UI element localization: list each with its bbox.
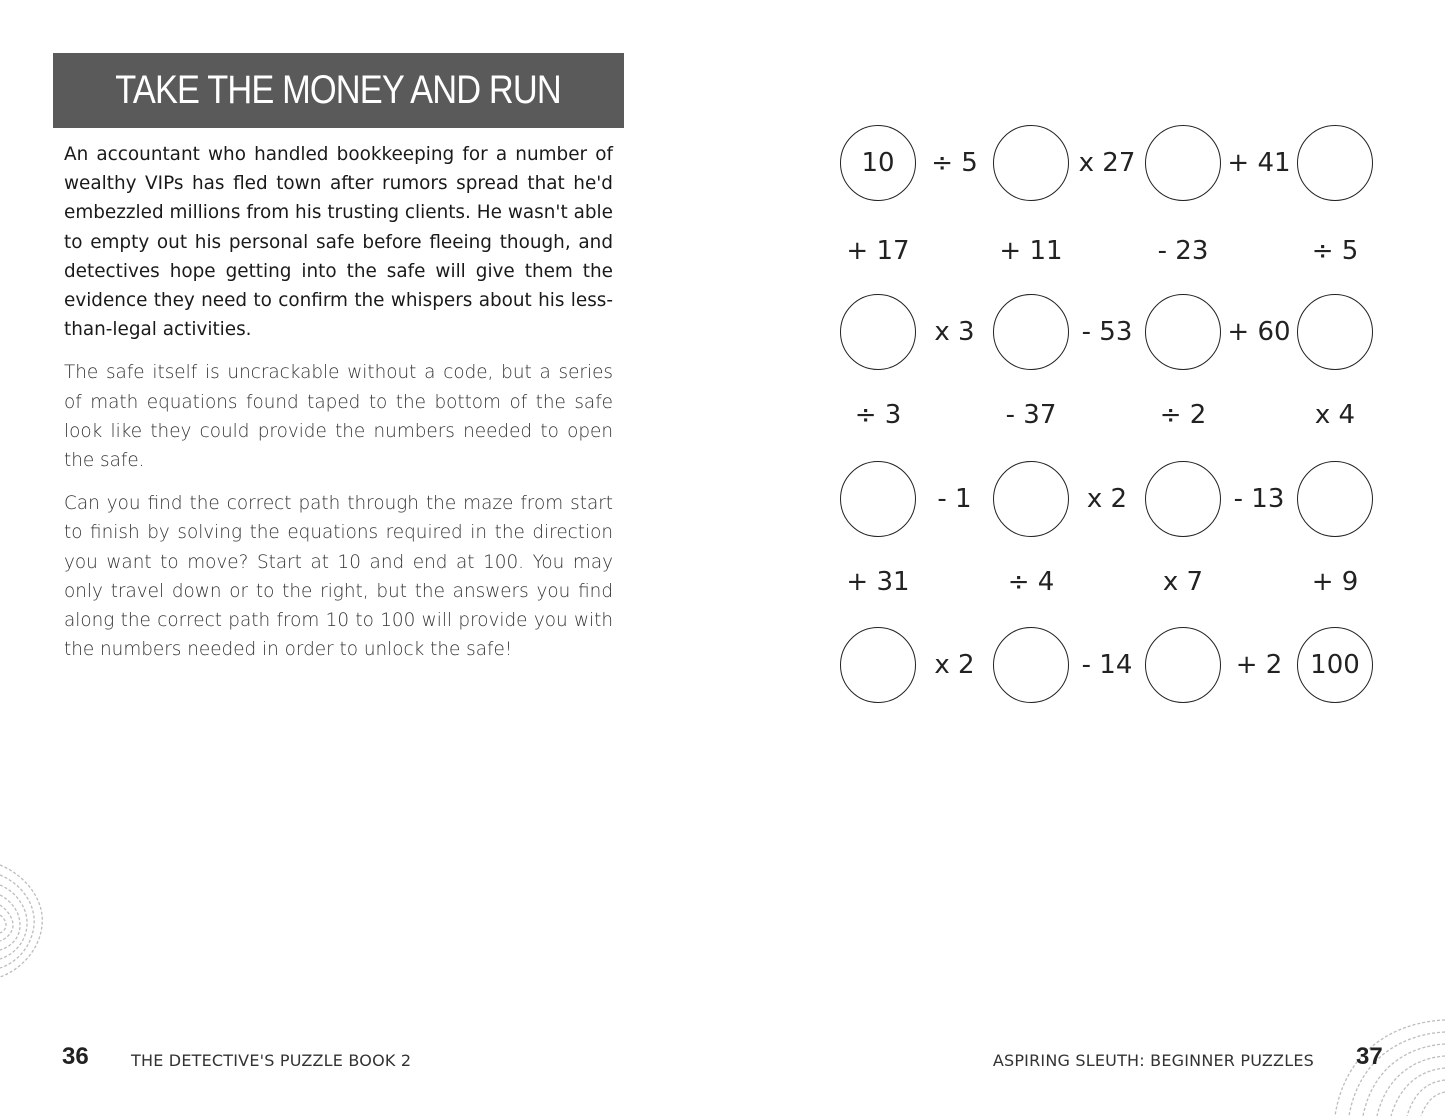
horizontal-operation: - 14: [1081, 650, 1133, 680]
intro-paragraph: An accountant who handled bookkeeping for a number of wealthy VIPs has fled town after rumors spread that he'd embezzled millions from his trusting clients. He wasn't able to empty out his personal safe before fleeing though, and detectives hope getting into the safe will give them the evidence they need to confirm the whispers about his less-than-legal activities.: [64, 144, 613, 341]
fingerprint-icon: [0, 855, 60, 985]
horizontal-operation: x 2: [934, 650, 975, 680]
answer-circle: [1297, 125, 1373, 201]
answer-circle: [1297, 461, 1373, 537]
vertical-operation: + 31: [846, 567, 910, 597]
vertical-operation: + 11: [999, 236, 1063, 266]
answer-circle: [993, 294, 1069, 370]
answer-circle: [840, 294, 916, 370]
answer-circle: [1145, 125, 1221, 201]
answer-circle: [993, 627, 1069, 703]
right-page-number: 37: [1356, 1043, 1383, 1070]
vertical-operation: + 17: [846, 236, 910, 266]
vertical-operation: - 23: [1157, 236, 1209, 266]
horizontal-operation: + 60: [1227, 317, 1291, 347]
answer-circle: [1297, 294, 1373, 370]
right-running-title: ASPIRING SLEUTH: BEGINNER PUZZLES: [992, 1051, 1314, 1070]
horizontal-operation: - 1: [937, 484, 972, 514]
vertical-operation: ÷ 4: [1007, 567, 1055, 597]
horizontal-operation: + 2: [1235, 650, 1283, 680]
instructions-paragraph: Can you find the correct path through the maze from start to finish by solving the equations required in the direction you want to move? Start at 10 and end at 100. You may only travel down or to the right, but the answers you find along the correct path from 10 to 100 will provide you with the numbers needed in order to unlock the safe!: [64, 493, 613, 661]
horizontal-operation: - 13: [1233, 484, 1285, 514]
vertical-operation: x 7: [1162, 567, 1204, 597]
answer-circle: [993, 125, 1069, 201]
vertical-operation: - 37: [1005, 400, 1057, 430]
answer-circle: [1145, 461, 1221, 537]
answer-circle: [840, 627, 916, 703]
answer-circle: [1145, 627, 1221, 703]
horizontal-operation: - 53: [1081, 317, 1133, 347]
horizontal-operation: ÷ 5: [931, 148, 978, 178]
vertical-operation: ÷ 3: [854, 400, 902, 430]
puzzle-title: TAKE THE MONEY AND RUN: [115, 68, 562, 112]
safe-paragraph: The safe itself is uncrackable without a code, but a series of math equations found taped to the bottom of the safe look like they could provide the numbers needed to open the safe.: [64, 362, 613, 472]
vertical-operation: ÷ 5: [1311, 236, 1359, 266]
start-circle: 10: [840, 125, 916, 201]
horizontal-operation: x 2: [1086, 484, 1128, 514]
left-page-number: 36: [62, 1043, 89, 1070]
horizontal-operation: + 41: [1227, 148, 1291, 178]
answer-circle: [993, 461, 1069, 537]
answer-circle: [840, 461, 916, 537]
vertical-operation: + 9: [1311, 567, 1359, 597]
horizontal-operation: x 3: [934, 317, 975, 347]
answer-circle: [1145, 294, 1221, 370]
horizontal-operation: x 27: [1078, 148, 1136, 178]
vertical-operation: ÷ 2: [1159, 400, 1207, 430]
vertical-operation: x 4: [1314, 400, 1356, 430]
left-running-title: THE DETECTIVE'S PUZZLE BOOK 2: [131, 1051, 412, 1070]
finish-circle: 100: [1297, 627, 1373, 703]
